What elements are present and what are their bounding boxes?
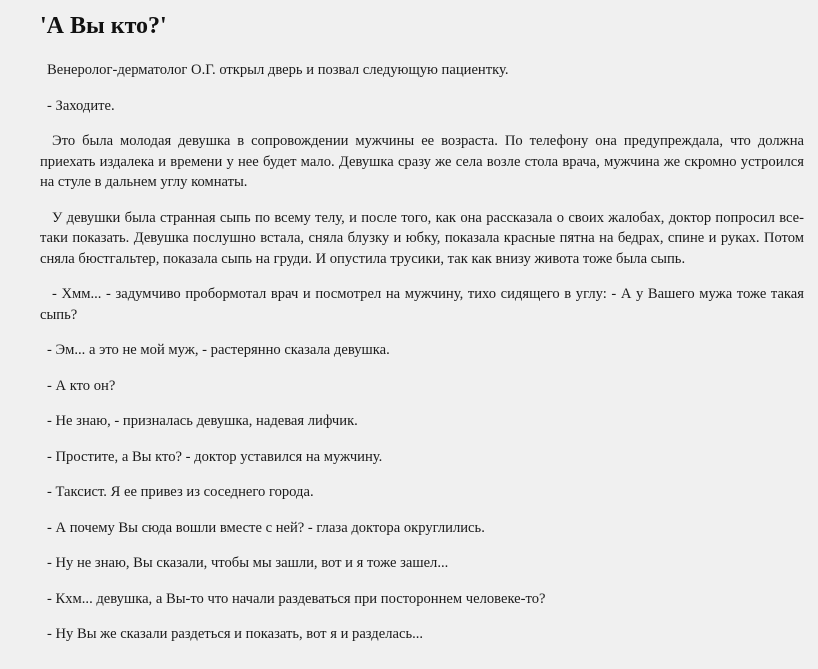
story-body [40, 60, 804, 660]
dialogue-line: - Таксист. Я ее привез из соседнего города. [47, 484, 314, 500]
dialogue-line: - Простите, а Вы кто? - доктор уставился на мужчину. [47, 448, 383, 465]
dialogue-line: - А кто он? [47, 377, 116, 394]
dialogue-line: - Не знаю, - призналась девушка, надевая лифчик. [47, 413, 358, 429]
dialogue-line: - Заходите. [47, 97, 115, 114]
paragraph-narration: Это была молодая девушка в сопровождении мужчины ее возраста. По телефону она предупреждала, что должна приехать издалека и времени у нее будет мало. Девушка сразу же села возле стола врача, мужчина же скромно устроился на стуле в дальнем углу комнаты. [40, 133, 804, 190]
dialogue-line: - Ну не знаю, Вы сказали, чтобы мы зашли, вот и я тоже зашел... [47, 555, 449, 571]
story-title: 'А Вы кто?' [40, 13, 167, 39]
dialogue-line: - А почему Вы сюда вошли вместе с ней? - глаза доктора округлились. [47, 519, 485, 536]
paragraph-intro: Венеролог-дерматолог О.Г. открыл дверь и позвал следующую пациентку. [47, 62, 509, 78]
dialogue-line: - Эм... а это не мой муж, - растерянно сказала девушка. [47, 342, 390, 358]
paragraph-narration: У девушки была странная сыпь по всему телу, и после того, как она рассказала о своих жалобах, доктор попросил все-таки показать. Девушка послушно встала, сняла блузку и юбку, показала красные пятна на бедрах, спине и руках. Потом сняла бюстгальтер, показала сыпь на груди. И опустила трусики, так как внизу живота тоже была сыпь. [40, 209, 804, 267]
dialogue-line: - Ну Вы же сказали раздеться и показать, вот я и разделась... [47, 626, 424, 642]
dialogue-line: - Кхм... девушка, а Вы-то что начали раздеваться при постороннем человеке-то? [47, 590, 546, 607]
dialogue-line: - Хмм... - задумчиво пробормотал врач и посмотрел на мужчину, тихо сидящего в углу: - А у Вашего мужа тоже такая сыпь? [40, 286, 804, 323]
